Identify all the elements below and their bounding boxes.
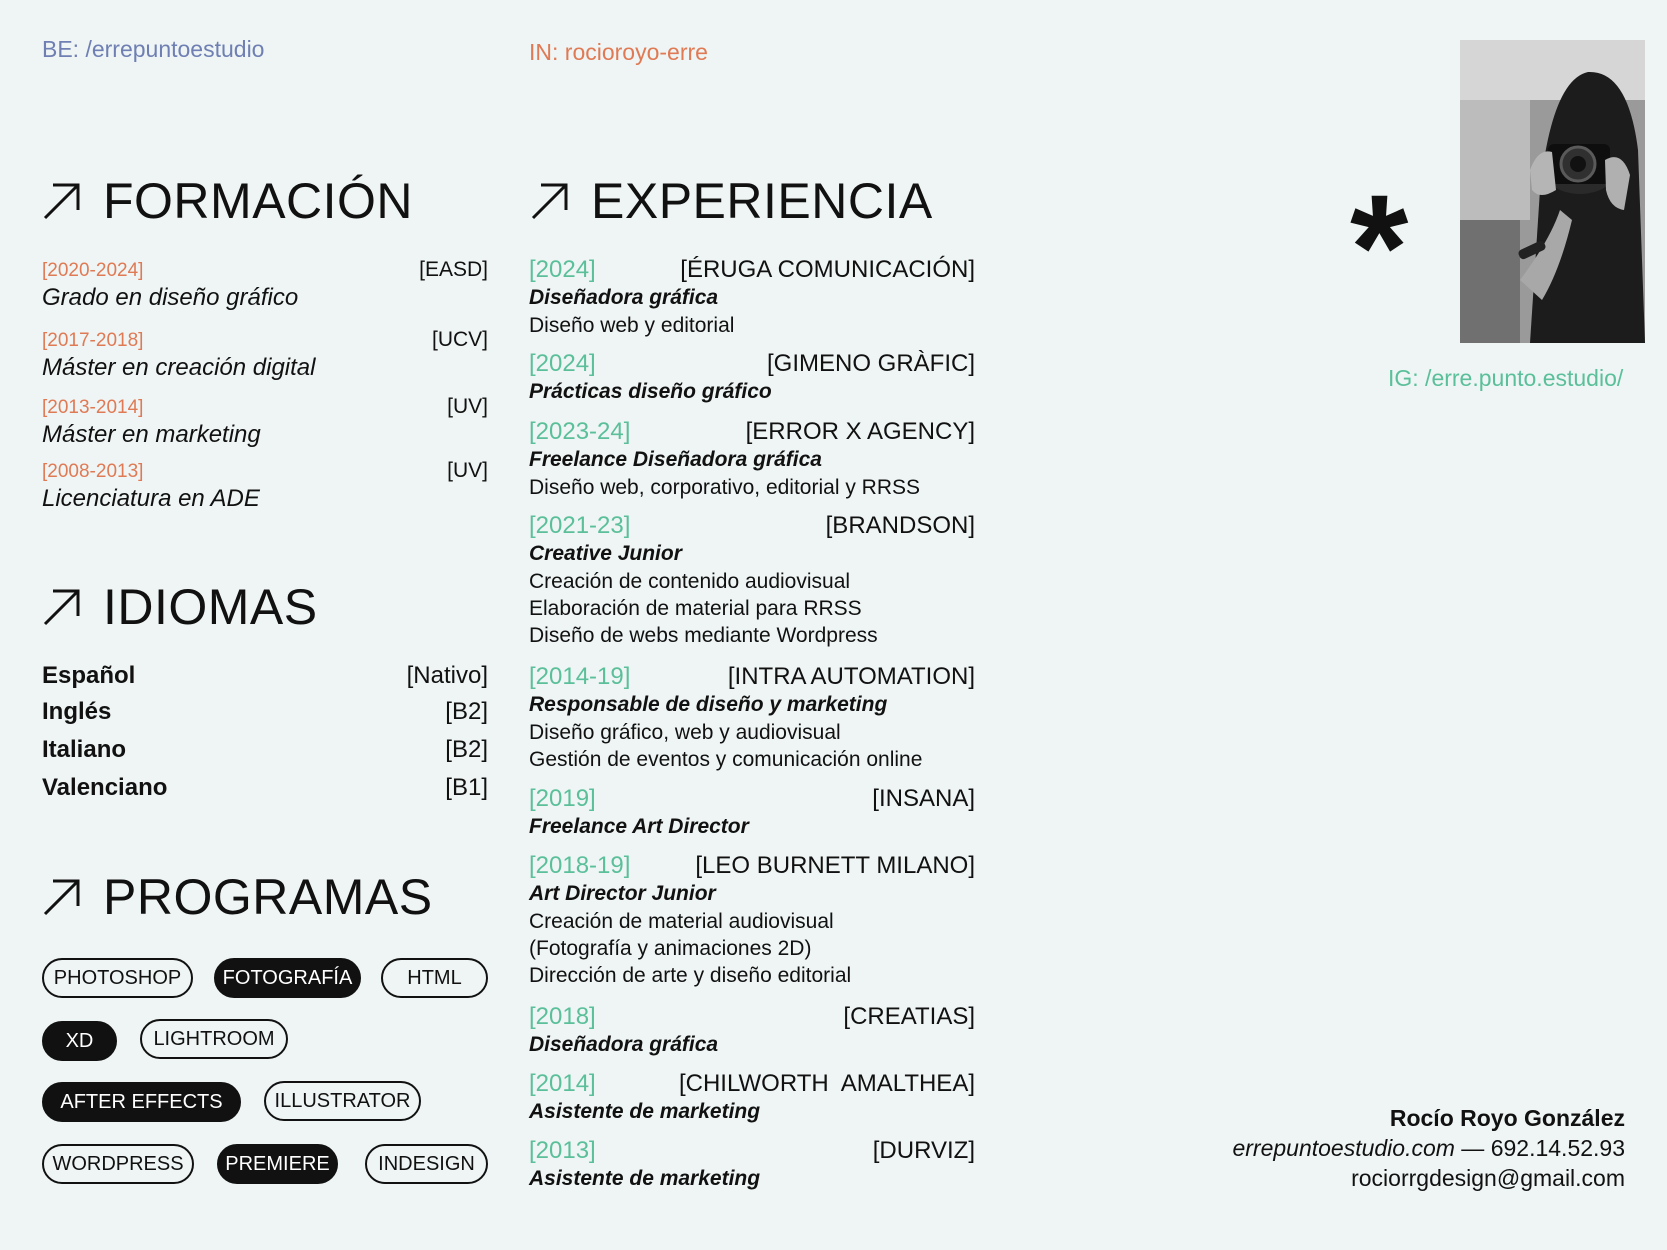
- section-title: EXPERIENCIA: [591, 173, 933, 229]
- experience-detail: Creación de material audiovisual: [529, 910, 834, 933]
- experience-role: Asistente de marketing: [529, 1100, 761, 1123]
- section-heading-idiomas: [41, 578, 318, 636]
- language-level: [B2]: [445, 698, 488, 725]
- linkedin-link[interactable]: IN: rocioroyo-erre: [529, 39, 708, 65]
- experience-company: [DURVIZ]: [872, 1137, 975, 1164]
- experience-entry: [529, 852, 975, 989]
- language-name: Español: [42, 662, 136, 689]
- program-pill-illustrator: ILLUSTRATOR: [264, 1081, 421, 1121]
- education-years: [2008-2013]: [42, 461, 144, 482]
- education-years: [2013-2014]: [42, 397, 144, 418]
- language-level: [B1]: [445, 774, 488, 801]
- experience-company: [BRANDSON]: [825, 512, 975, 539]
- experience-role: Prácticas diseño gráfico: [529, 380, 772, 403]
- experience-years: [2014-19]: [529, 663, 631, 690]
- arrow-up-right-icon: [529, 180, 571, 222]
- education-years: [2020-2024]: [42, 260, 144, 281]
- education-institution: [EASD]: [419, 258, 488, 281]
- program-pill-lightroom: LIGHTROOM: [140, 1019, 288, 1059]
- section-heading-experiencia: [529, 172, 933, 230]
- language-level: [B2]: [445, 736, 488, 763]
- experience-entry: [529, 1003, 975, 1059]
- experience-company: [ERROR X AGENCY]: [745, 418, 975, 445]
- profile-photo: [1460, 40, 1645, 343]
- asterisk-icon: *: [1350, 163, 1409, 331]
- language-name: Valenciano: [42, 774, 168, 801]
- language-row: [42, 698, 488, 726]
- experience-company: [INTRA AUTOMATION]: [727, 663, 975, 690]
- experience-years: [2023-24]: [529, 418, 631, 445]
- language-name: Inglés: [42, 698, 112, 725]
- contact-web-phone: [1232, 1135, 1625, 1162]
- arrow-up-right-icon: [41, 876, 83, 918]
- experience-company: [LEO BURNETT MILANO]: [695, 852, 975, 879]
- experience-company: [CREATIAS]: [843, 1003, 975, 1030]
- experience-role: Freelance Diseñadora gráfica: [529, 448, 822, 471]
- language-level: [Nativo]: [406, 662, 488, 689]
- experience-entry: [529, 418, 975, 501]
- program-pill-xd: XD: [42, 1021, 117, 1061]
- experience-detail: Diseño gráfico, web y audiovisual: [529, 721, 841, 744]
- program-pill-after-effects: AFTER EFFECTS: [42, 1082, 241, 1122]
- program-pill-wordpress: WORDPRESS: [42, 1144, 194, 1184]
- experience-years: [2024]: [529, 256, 596, 283]
- experience-role: Diseñadora gráfica: [529, 1033, 719, 1056]
- experience-years: [2014]: [529, 1070, 596, 1097]
- education-entry: [42, 459, 488, 513]
- experience-entry: [529, 350, 975, 406]
- section-heading-programas: [41, 868, 433, 926]
- experience-role: Diseñadora gráfica: [529, 286, 719, 309]
- experience-role: Asistente de marketing: [529, 1167, 761, 1190]
- contact-website[interactable]: errepuntoestudio.com: [1232, 1135, 1455, 1161]
- experience-company: [ÉRUGA COMUNICACIÓN]: [680, 256, 975, 283]
- education-entry: [42, 328, 488, 382]
- experience-entry: [529, 512, 975, 649]
- education-institution: [UV]: [447, 395, 488, 418]
- language-row: [42, 774, 488, 802]
- behance-link[interactable]: BE: /errepuntoestudio: [42, 36, 265, 62]
- education-institution: [UV]: [447, 459, 488, 482]
- experience-years: [2024]: [529, 350, 596, 377]
- experience-role: Freelance Art Director: [529, 815, 749, 838]
- experience-entry: [529, 1070, 975, 1126]
- section-heading-formacion: [41, 172, 413, 230]
- experience-years: [2019]: [529, 785, 596, 812]
- experience-company: [CHILWORTH AMALTHEA]: [678, 1070, 975, 1097]
- language-row: [42, 736, 488, 764]
- education-degree: Máster en marketing: [42, 421, 261, 448]
- contact-name: Rocío Royo González: [1389, 1105, 1625, 1131]
- program-pill-fotografia: FOTOGRAFÍA: [214, 958, 361, 998]
- experience-detail: (Fotografía y animaciones 2D): [529, 937, 812, 960]
- program-pill-html: HTML: [381, 958, 488, 998]
- instagram-link[interactable]: IG: /erre.punto.estudio/: [1388, 365, 1624, 391]
- experience-detail: Diseño web, corporativo, editorial y RRSS: [529, 476, 921, 499]
- experience-detail: Creación de contenido audiovisual: [529, 570, 851, 593]
- experience-role: Responsable de diseño y marketing: [529, 693, 888, 716]
- experience-detail: Diseño de webs mediante Wordpress: [529, 624, 878, 647]
- section-title: FORMACIÓN: [103, 173, 414, 229]
- experience-entry: [529, 663, 975, 773]
- contact-email[interactable]: rociorrgdesign@gmail.com: [1351, 1165, 1625, 1191]
- education-degree: Licenciatura en ADE: [42, 485, 260, 512]
- experience-company: [GIMENO GRÀFIC]: [766, 350, 975, 377]
- experience-detail: Gestión de eventos y comunicación online: [529, 748, 923, 771]
- education-degree: Grado en diseño gráfico: [42, 284, 299, 311]
- experience-company: [INSANA]: [872, 785, 975, 812]
- program-pill-indesign: INDESIGN: [365, 1144, 488, 1184]
- section-title: PROGRAMAS: [103, 869, 433, 925]
- language-row: [42, 662, 488, 690]
- arrow-up-right-icon: [41, 180, 83, 222]
- experience-years: [2018]: [529, 1003, 596, 1030]
- experience-years: [2013]: [529, 1137, 596, 1164]
- education-entry: [42, 258, 488, 312]
- experience-detail: Elaboración de material para RRSS: [529, 597, 862, 620]
- experience-detail: Diseño web y editorial: [529, 314, 735, 337]
- experience-role: Creative Junior: [529, 542, 682, 565]
- program-pill-premiere: PREMIERE: [217, 1144, 338, 1184]
- experience-years: [2018-19]: [529, 852, 631, 879]
- contact-separator: —: [1454, 1135, 1491, 1161]
- education-degree: Máster en creación digital: [42, 354, 316, 381]
- section-title: IDIOMAS: [103, 579, 318, 635]
- language-name: Italiano: [42, 736, 127, 763]
- experience-detail: Dirección de arte y diseño editorial: [529, 964, 852, 987]
- experience-years: [2021-23]: [529, 512, 631, 539]
- experience-role: Art Director Junior: [529, 882, 716, 905]
- experience-entry: [529, 256, 975, 339]
- education-entry: [42, 395, 488, 449]
- contact-phone[interactable]: 692.14.52.93: [1490, 1135, 1625, 1161]
- experience-entry: [529, 1137, 975, 1193]
- education-institution: [UCV]: [431, 328, 488, 351]
- program-pill-photoshop: PHOTOSHOP: [42, 958, 193, 998]
- education-years: [2017-2018]: [42, 330, 144, 351]
- arrow-up-right-icon: [41, 586, 83, 628]
- experience-entry: [529, 785, 975, 841]
